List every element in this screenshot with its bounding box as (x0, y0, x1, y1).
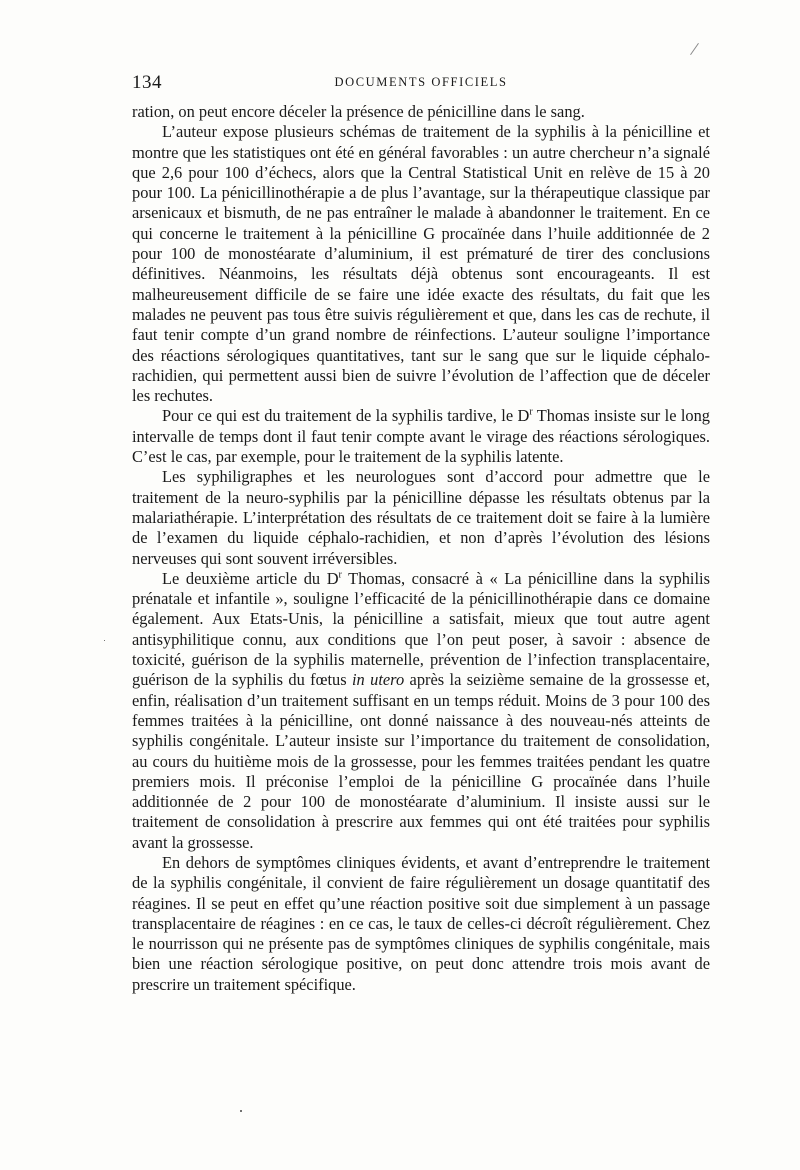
running-header (132, 72, 710, 94)
paragraph-late-syphilis (132, 406, 710, 467)
paragraph-text: Thomas, consacré à « La pénicilline dans la syphilis prénatale et infantile », souligne l’efficacité de la pénicillinothérapie dans ce domaine également. Aux Etats-Unis, la pénicilline a satisfait, mieux que tout autre agent antisyphilitique connu, aux conditions que l’on peut poser, à savoir : absence de toxicité, guérison de la syphilis maternelle, prévention de l’infection transplacentaire, guérison de la syphilis du fœtus (132, 568, 710, 690)
paragraph-continuation: ration, on peut encore déceler la présence de pénicilline dans le sang. (132, 102, 585, 121)
page-number: 134 (132, 72, 162, 93)
paragraph-treatment-schemes: L’auteur expose plusieurs schémas de traitement de la syphilis à la pénicilline et montre que les statistiques ont été en général favorables : un autre chercheur n’a signalé que 2,6 pour 100 d’échecs, alors que la Central Statistical Unit en relève de 15 à 20 pour 100. La pénicillinothérapie a de plus l’avantage, sur la thérapeutique classique par arsenicaux et bismuth, de ne pas entraîner le malade à abandonner le traitement. En ce qui concerne le traitement à la pénicilline G procaïnée dans l’huile additionnée de 2 pour 100 de monostéarate d’aluminium, il est prématuré de tirer des conclusions définitives. Néanmoins, les résultats déjà obtenus sont encourageants. Il est malheureusement difficile de se faire une idée exacte des résultats, du fait que les malades ne peuvent pas tous être suivis régulièrement et que, dans les cas de rechute, il faut tenir compte d’un grand nombre de réinfections. L’auteur souligne l’importance des réactions sérologiques quantitatives, tant sur le sang que sur le liquide céphalo-rachidien, qui permettent aussi bien de suivre l’évolution de l’affection que de déceler les rechutes. (132, 122, 710, 406)
scan-speck (240, 1110, 242, 1112)
paragraph-neuro-syphilis: Les syphiligraphes et les neurologues sont d’accord pour admettre que le traitement de la neuro-syphilis par la pénicilline dépasse les résultats obtenus par la malariathérapie. L’interprétation des résultats de ce traitement doit se faire à la lumière de l’examen du liquide céphalo-rachidien, et non d’après l’évolution des lésions nerveuses qui sont souvent irréversibles. (132, 467, 710, 568)
running-title: DOCUMENTS OFFICIELS (334, 75, 508, 89)
paragraph-prenatal-syphilis (132, 569, 710, 853)
scan-mark (690, 43, 699, 55)
superscript: r (338, 569, 342, 581)
paragraph-text: Thomas insiste sur le long intervalle de temps dont il faut tenir compte avant le virage des réactions sérologiques. C’est le cas, par exemple, pour le traitement de la syphilis latente. (132, 406, 710, 467)
paragraph-text: Pour ce qui est du traitement de la syphilis tardive, le D (162, 406, 530, 426)
italic-term: in utero (352, 670, 405, 690)
paragraph-text: Le deuxième article du D (162, 568, 339, 588)
paragraph-text: après la seizième semaine de la grossesse et, enfin, réalisation d’un traitement suffisant en un temps réduit. Moins de 3 pour 100 des femmes traitées à la pénicilline, ont donné naissance à des nouveau-nés atteints de syphilis congénitale. L’auteur insiste sur l’importance du traitement de consolidation, au cours du huitième mois de la grossesse, pour les femmes traitées pendant les quatre premiers mois. Il préconise l’emploi de la pénicilline G procaïnée dans l’huile additionnée de 2 pour 100 de monostéarate d’aluminium. Il insiste aussi sur le traitement de consolidation à prescrire aux femmes qui ont été traitées pour syphilis avant la grossesse. (132, 670, 710, 852)
superscript: r (529, 406, 533, 418)
body-text (132, 102, 710, 995)
scan-speck (104, 640, 105, 641)
paragraph-congenital-syphilis: En dehors de symptômes cliniques évidents, et avant d’entreprendre le traitement de la syphilis congénitale, il convient de faire régulièrement un dosage quantitatif des réagines. Il se peut en effet qu’une réaction positive soit due simplement à un passage transplacentaire de réagines : en ce cas, le taux de celles-ci décroît régulièrement. Chez le nourrisson qui ne présente pas de symptômes cliniques de syphilis congénitale, mais bien une réaction sérologique positive, on peut donc attendre trois mois avant de prescrire un traitement spécifique. (132, 852, 710, 994)
